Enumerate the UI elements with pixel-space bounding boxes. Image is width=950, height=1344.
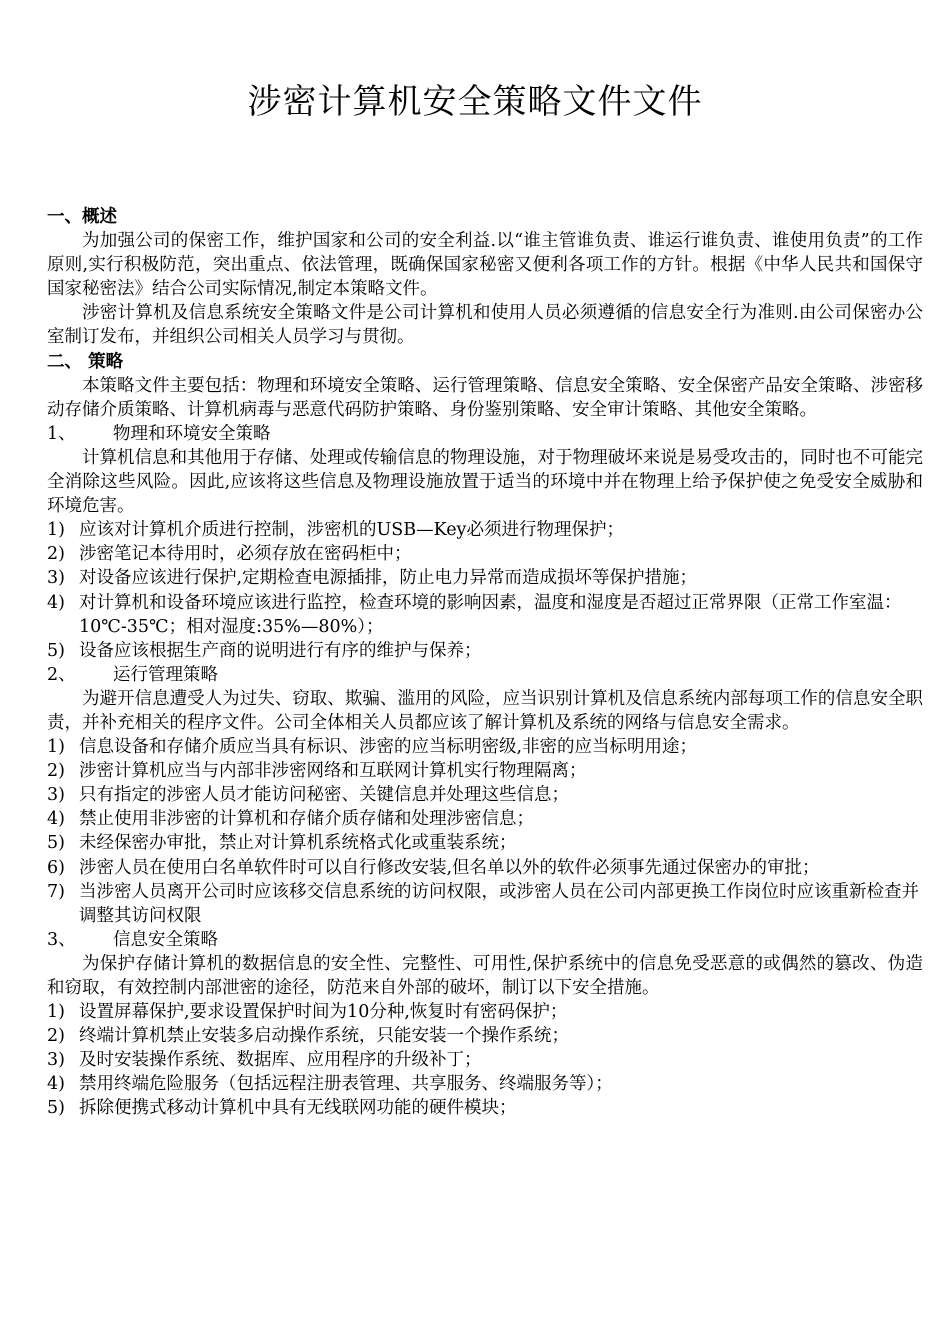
list-item: [47, 783, 923, 807]
list-number: 5): [47, 640, 65, 661]
subsection-title: 运行管理策略: [113, 664, 218, 685]
list-text: 设备应该根据生产商的说明进行有序的维护与保养；: [79, 640, 482, 661]
list-text: 未经保密办审批，禁止对计算机系统格式化或重装系统；: [79, 833, 517, 854]
list-text: 及时安装操作系统、数据库、应用程序的升级补丁；: [79, 1050, 482, 1071]
list-text: 只有指定的涉密人员才能访问秘密、关键信息并处理这些信息；: [79, 785, 569, 806]
subsection-heading: [47, 663, 923, 687]
list-item: [47, 518, 923, 542]
list-number: 4): [47, 592, 65, 613]
list-item: [47, 1072, 923, 1096]
list-text: 当涉密人员离开公司时应该移交信息系统的访问权限，或涉密人员在公司内部更换工作岗位时应该重新检查并调整其访问权限: [79, 881, 919, 926]
list-number: 1): [47, 520, 65, 541]
list-item: [47, 1048, 923, 1072]
list-item: [47, 542, 923, 566]
list-number: 3): [47, 1050, 65, 1071]
list-number: 4): [47, 1074, 65, 1095]
list-number: 2): [47, 761, 65, 782]
document-title: 涉密计算机安全策略文件文件: [247, 82, 703, 122]
list-item: [47, 639, 923, 663]
list-item: [47, 566, 923, 590]
subsection-title: 物理和环境安全策略: [113, 423, 271, 444]
subsection-heading: [47, 928, 923, 952]
list-number: 3): [47, 568, 65, 589]
list-text: 终端计算机禁止安装多启动操作系统，只能安装一个操作系统；: [79, 1026, 569, 1047]
list-number: 1): [47, 1002, 65, 1023]
list-item: [47, 807, 923, 831]
list-number: 5): [47, 833, 65, 854]
list-number: 1): [47, 737, 65, 758]
subsection-number: 1、: [47, 423, 76, 444]
document-body: [47, 205, 923, 1121]
subsection-number: 2、: [47, 664, 76, 685]
list-item: [47, 1000, 923, 1024]
overview-paragraph: 为加强公司的保密工作，维护国家和公司的安全利益.以“谁主管谁负责、谁运行谁负责、谁使用负责”的工作原则,实行积极防范，突出重点、依法管理，既确保国家秘密又便利各项工作的方针。根据《中华人民共和国保守国家秘密法》结合公司实际情况,制定本策略文件。: [47, 231, 923, 300]
list-text: 禁止使用非涉密的计算机和存储介质存储和处理涉密信息；: [79, 809, 534, 830]
list-text: 禁用终端危险服务（包括远程注册表管理、共享服务、终端服务等）；: [79, 1074, 613, 1095]
list-text: 涉密计算机应当与内部非涉密网络和互联网计算机实行物理隔离；: [79, 761, 587, 782]
list-text: 信息设备和存储介质应当具有标识、涉密的应当标明密级,非密的应当标明用途；: [79, 737, 698, 758]
list-number: 3): [47, 785, 65, 806]
overview-paragraph: 涉密计算机及信息系统安全策略文件是公司计算机和使用人员必须遵循的信息安全行为准则.由公司保密办公室制订发布，并组织公司相关人员学习与贯彻。: [47, 303, 923, 348]
list-text: 设置屏幕保护,要求设置保护时间为10分种,恢复时有密码保护；: [79, 1002, 568, 1023]
list-number: 6): [47, 857, 65, 878]
subsection-number: 3、: [47, 929, 76, 950]
list-item: [47, 1096, 923, 1120]
list-item: [47, 735, 923, 759]
list-text: 对计算机和设备环境应该进行监控，检查环境的影响因素，温度和湿度是否超过正常界限（正常工作室温：10℃-35℃；相对湿度:35%—80%）；: [79, 592, 902, 637]
list-number: 2): [47, 1026, 65, 1047]
list-text: 应该对计算机介质进行控制，涉密机的USB—Key必须进行物理保护；: [79, 520, 624, 541]
subsection-intro: 为保护存储计算机的数据信息的安全性、完整性、可用性,保护系统中的信息免受恶意的或偶然的篡改、伪造和窃取，有效控制内部泄密的途径，防范来自外部的破坏，制订以下安全措施。: [47, 953, 923, 998]
list-item: [47, 880, 923, 928]
section-heading-overview: 一、概述: [47, 207, 117, 227]
list-item: [47, 856, 923, 880]
strategy-intro: 本策略文件主要包括：物理和环境安全策略、运行管理策略、信息安全策略、安全保密产品安全策略、涉密移动存储介质策略、计算机病毒与恶意代码防护策略、身份鉴别策略、安全审计策略、其他安全策略。: [47, 375, 923, 420]
list-text: 涉密笔记本待用时，必须存放在密码柜中；: [79, 544, 412, 565]
list-text: 对设备应该进行保护,定期检查电源插排，防止电力异常而造成损坏等保护措施；: [79, 568, 698, 589]
list-number: 2): [47, 544, 65, 565]
list-number: 4): [47, 809, 65, 830]
list-text: 拆除便携式移动计算机中具有无线联网功能的硬件模块；: [79, 1098, 517, 1119]
subsection-heading: [47, 422, 923, 446]
list-item: [47, 831, 923, 855]
list-number: 5): [47, 1098, 65, 1119]
subsection-intro: 计算机信息和其他用于存储、处理或传输信息的物理设施，对于物理破坏来说是易受攻击的，同时也不可能完全消除这些风险。因此,应该将这些信息及物理设施放置于适当的环境中并在物理上给予保护使之免受安全威胁和环境危害。: [47, 447, 923, 517]
list-item: [47, 591, 923, 639]
subsection-intro: 为避开信息遭受人为过失、窃取、欺骗、滥用的风险，应当识别计算机及信息系统内部每项工作的信息安全职责，并补充相关的程序文件。公司全体相关人员都应该了解计算机及系统的网络与信息安全需求。: [47, 688, 923, 733]
list-number: 7): [47, 881, 65, 902]
subsection-title: 信息安全策略: [113, 929, 218, 950]
section-heading-strategy: 二、 策略: [47, 351, 124, 372]
list-item: [47, 759, 923, 783]
list-text: 涉密人员在使用白名单软件时可以自行修改安装,但名单以外的软件必须事先通过保密办的审批；: [79, 857, 820, 878]
list-item: [47, 1024, 923, 1048]
